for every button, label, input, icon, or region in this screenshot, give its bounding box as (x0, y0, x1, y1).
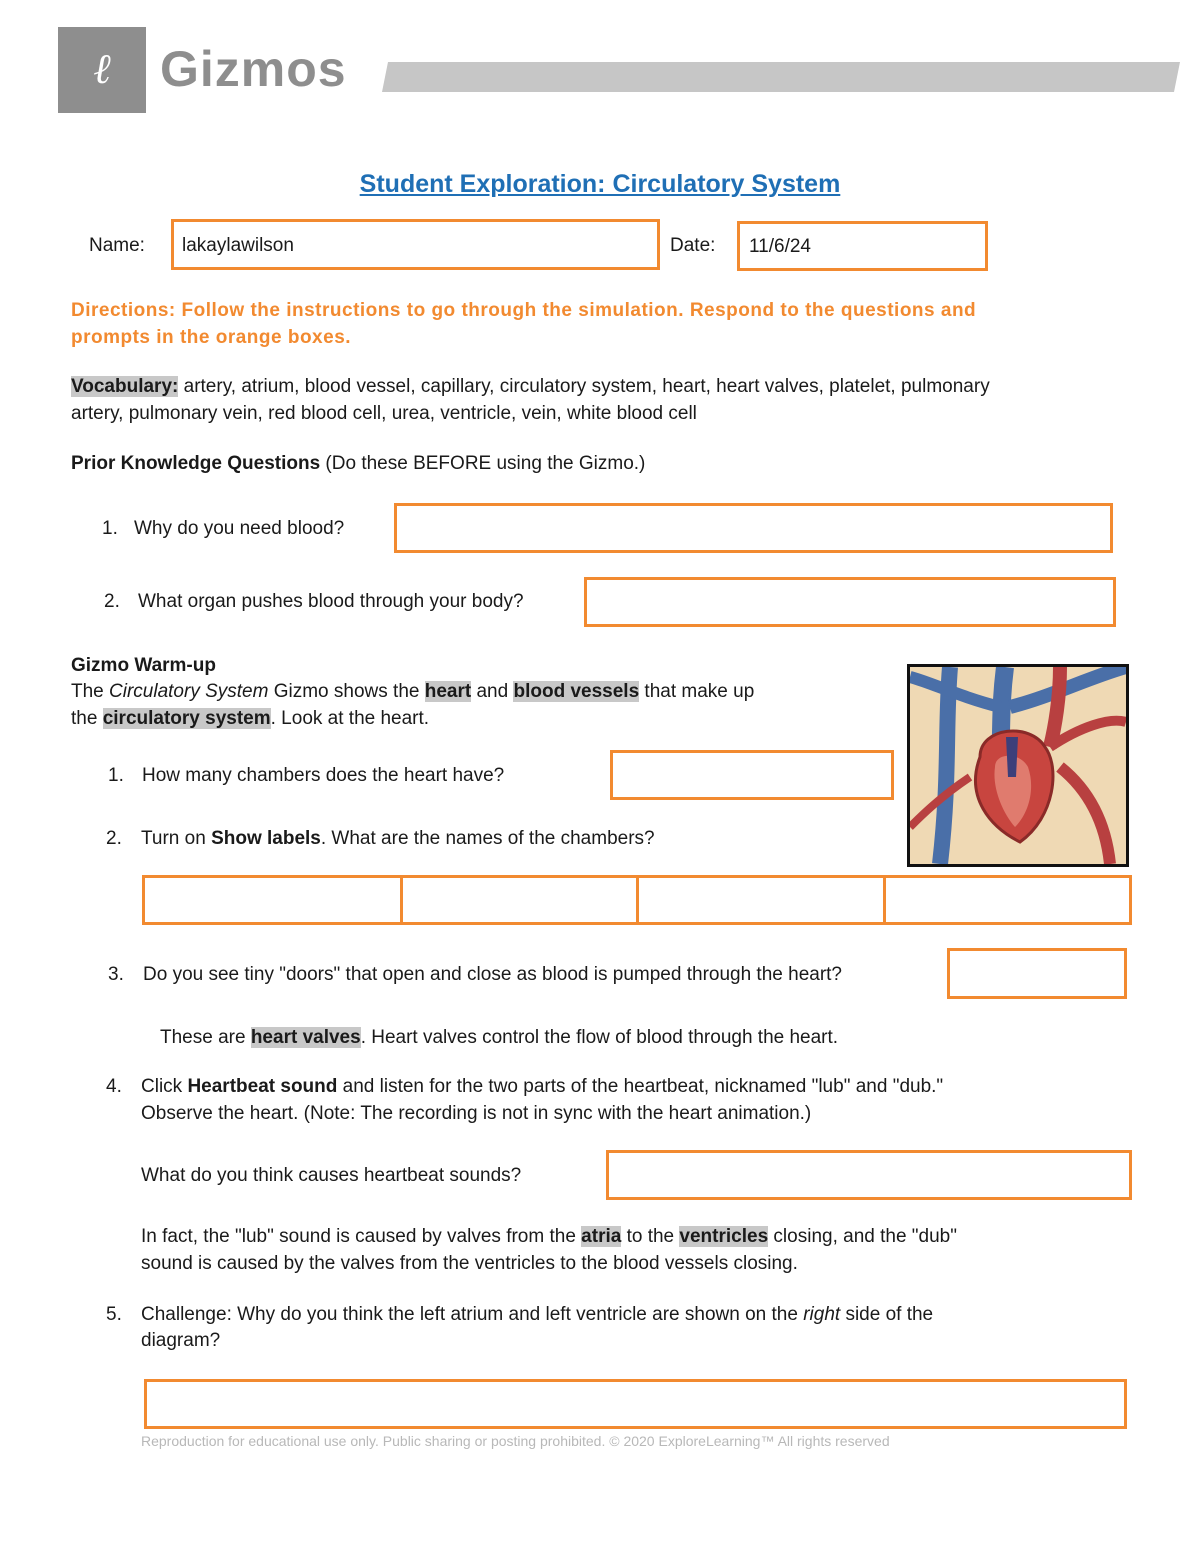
prior-heading-line (71, 453, 645, 475)
term-atria: atria (581, 1226, 622, 1247)
warmup-intro-line-2 (71, 708, 429, 730)
lub-dub-fact-line-1 (141, 1226, 957, 1248)
warmup-intro-line-1 (71, 681, 754, 703)
date-value: 11/6/24 (749, 236, 811, 257)
warmup-q5-line-2: diagram? (141, 1330, 221, 1351)
warmup-q4-number: 4. (106, 1076, 122, 1097)
text-fragment: to the (621, 1226, 680, 1247)
warmup-q2-text (141, 828, 655, 850)
text-fragment: the (71, 708, 103, 729)
heart-diagram-icon (907, 664, 1129, 867)
text-fragment: These are (160, 1027, 251, 1048)
name-field[interactable] (171, 219, 660, 270)
warmup-q5-number: 5. (106, 1304, 122, 1325)
lub-dub-fact-line-2: sound is caused by the valves from the ventricles to the blood vessels closing. (141, 1253, 798, 1274)
warmup-q5-answer[interactable] (144, 1379, 1127, 1429)
prior-q1-number: 1. (102, 518, 118, 539)
vocabulary-terms-1: artery, atrium, blood vessel, capillary, circulatory system, heart, heart valves, platelet, pulmonary (178, 376, 990, 397)
vocabulary-label: Vocabulary: (71, 376, 179, 397)
term-ventricles: ventricles (679, 1226, 769, 1247)
term-heart: heart (424, 681, 472, 702)
date-label: Date: (670, 235, 716, 256)
warmup-q1-answer[interactable] (610, 750, 894, 800)
text-fragment: . Heart valves control the flow of blood through the heart. (360, 1027, 839, 1048)
show-labels-term: Show labels (211, 828, 321, 849)
directions-line-1: Directions: Follow the instructions to go through the simulation. Respond to the questions and (71, 300, 977, 321)
warmup-q5-line-1 (141, 1304, 933, 1326)
term-heart-valves: heart valves (250, 1027, 361, 1048)
text-fragment: Turn on (141, 828, 212, 849)
directions-line-2: prompts in the orange boxes. (71, 327, 352, 348)
prior-note: (Do these BEFORE using the Gizmo.) (320, 453, 646, 474)
chamber-answer-4[interactable] (883, 875, 1132, 925)
prior-q1-text: Why do you need blood? (134, 518, 345, 539)
text-fragment: and listen for the two parts of the heartbeat, nicknamed "lub" and "dub." (337, 1076, 944, 1097)
prior-q2-answer[interactable] (584, 577, 1116, 627)
text-fragment: and (471, 681, 514, 702)
date-field[interactable] (737, 221, 988, 271)
logo-glyph: ℓ (93, 44, 111, 93)
vocabulary-line-2: artery, pulmonary vein, red blood cell, urea, ventricle, vein, white blood cell (71, 403, 697, 424)
text-fragment: . What are the names of the chambers? (320, 828, 655, 849)
text-fragment: side of the (840, 1304, 934, 1325)
term-circulatory-system: circulatory system (102, 708, 271, 729)
text-fragment: The (71, 681, 110, 702)
footer-copyright: Reproduction for educational use only. Public sharing or posting prohibited. © 2020 ExploreLearning™ All rights reserved (141, 1433, 890, 1449)
vocabulary-line-1 (71, 376, 990, 398)
chamber-answer-1[interactable] (142, 875, 403, 925)
heartbeat-sound-term: Heartbeat sound (187, 1076, 338, 1097)
brand-name: Gizmos (160, 41, 347, 97)
text-fragment: In fact, the "lub" sound is caused by valves from the (141, 1226, 582, 1247)
chamber-answer-2[interactable] (400, 875, 639, 925)
text-fragment: Gizmo shows the (268, 681, 425, 702)
warmup-q4-line-1 (141, 1076, 943, 1098)
warmup-heading: Gizmo Warm-up (71, 655, 216, 676)
prior-q2-text: What organ pushes blood through your body? (138, 591, 524, 612)
warmup-q2-number: 2. (106, 828, 122, 849)
term-blood-vessels: blood vessels (513, 681, 640, 702)
name-label: Name: (89, 235, 145, 256)
page-title: Student Exploration: Circulatory System (359, 170, 841, 198)
prior-q1-answer[interactable] (394, 503, 1113, 553)
italic-right: right (803, 1304, 841, 1325)
warmup-q3-answer[interactable] (947, 948, 1127, 999)
chamber-answer-3[interactable] (636, 875, 886, 925)
prior-heading: Prior Knowledge Questions (71, 453, 321, 474)
text-fragment: Challenge: Why do you think the left atrium and left ventricle are shown on the (141, 1304, 804, 1325)
warmup-q3-text: Do you see tiny "doors" that open and close as blood is pumped through the heart? (143, 964, 843, 985)
warmup-q1-number: 1. (108, 765, 124, 786)
name-value: lakaylawilson (182, 235, 294, 256)
text-fragment: . Look at the heart. (270, 708, 430, 729)
warmup-q1-text: How many chambers does the heart have? (142, 765, 505, 786)
text-fragment: closing, and the "dub" (768, 1226, 957, 1247)
warmup-q4-answer[interactable] (606, 1150, 1132, 1200)
header-bar (382, 62, 1180, 92)
warmup-q4-line-2: Observe the heart. (Note: The recording is not in sync with the heart animation.) (141, 1103, 812, 1124)
warmup-q4-subquestion: What do you think causes heartbeat sounds? (141, 1165, 522, 1186)
warmup-q3-number: 3. (108, 964, 124, 985)
prior-q2-number: 2. (104, 591, 120, 612)
gizmo-name: Circulatory System (109, 681, 269, 702)
text-fragment: that make up (639, 681, 755, 702)
valves-note (160, 1027, 838, 1049)
text-fragment: Click (141, 1076, 188, 1097)
